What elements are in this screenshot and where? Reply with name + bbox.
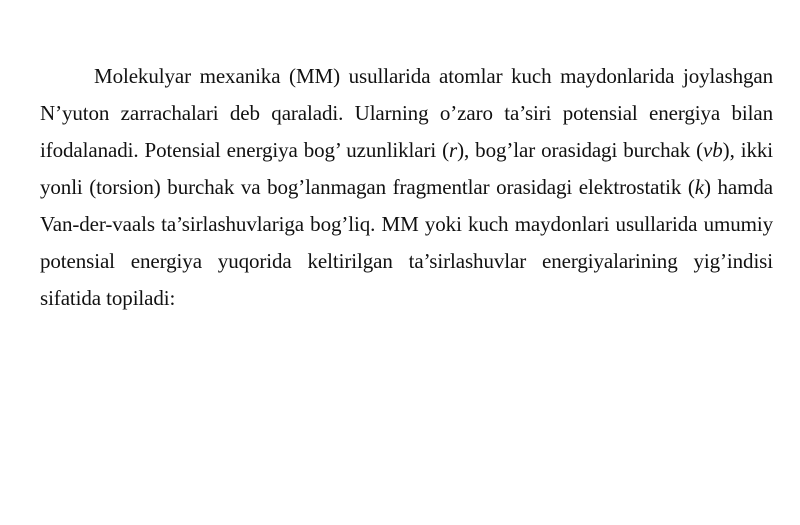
- paragraph-text-part-3: ), ikki yonli (torsion) burchak va bog’lanmagan fragmentlar orasidagi elektrostatik (: [40, 138, 773, 199]
- variable-k: k: [694, 175, 705, 199]
- paragraph-text-part-2: ), bog’lar orasidagi burchak (: [457, 138, 704, 162]
- variable-r: r: [449, 138, 458, 162]
- paragraph-text-part-4: ) hamda Van-der-vaals ta’sirlashuvlariga bog’liq. MM yoki kuch maydonlari usullarida umumiy potensial energiya yuqorida keltirilgan ta’sirlashuvlar energiyalarining yig’indisi sifatida topiladi:: [40, 175, 773, 310]
- variable-vb: vb: [703, 138, 723, 162]
- paragraph-text-part-1: Molekulyar mexanika (MM) usullarida atomlar kuch maydonlarida joylashgan N’yuton zarrachalari deb qaraladi. Ularning o’zaro ta’siri potensial energiya bilan ifodalanadi. Potensial energiya bog’ uzunliklari (: [40, 64, 773, 162]
- body-paragraph: [40, 58, 773, 317]
